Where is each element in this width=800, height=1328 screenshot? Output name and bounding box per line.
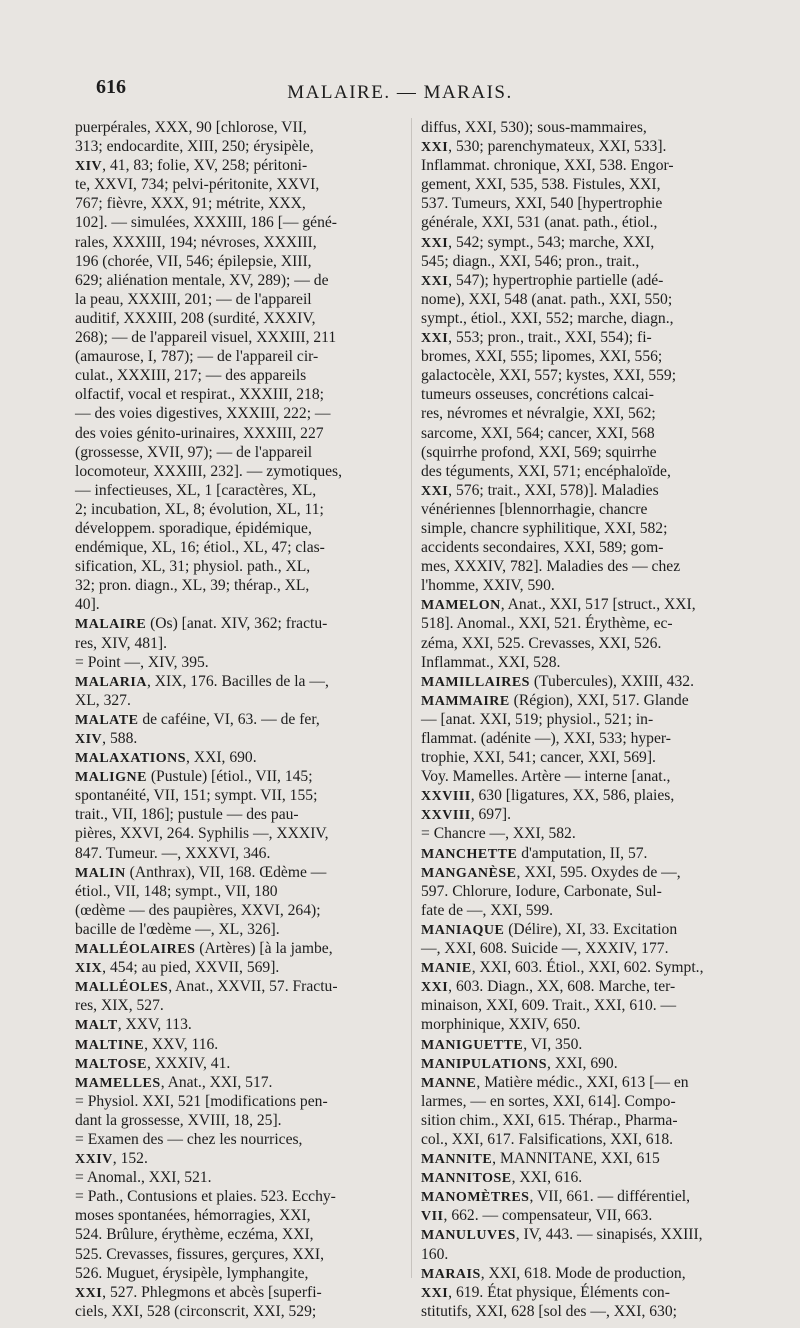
index-line: galactocèle, XXI, 557; kystes, XXI, 559; <box>421 367 677 385</box>
entry-heading: MALAXATIONS <box>75 751 187 767</box>
index-line: trophie, XXI, 541; cancer, XXI, 569]. <box>421 749 656 767</box>
entry-heading: XXI <box>421 1285 449 1301</box>
index-line: olfactif, vocal et respirat., XXXIII, 218; <box>75 386 324 404</box>
index-line: MALLÉOLES, Anat., XXVII, 57. Fractu- <box>75 978 338 996</box>
index-line: (amaurose, I, 787); — de l'appareil cir- <box>75 348 319 366</box>
index-line: = Chancre —, XXI, 582. <box>421 825 576 843</box>
index-line: 160. <box>421 1245 449 1263</box>
index-line: XIV, 41, 83; folie, XV, 258; péritoni- <box>75 157 308 175</box>
index-line: MALARIA, XIX, 176. Bacilles de la —, <box>75 672 329 690</box>
index-line: MARAIS, XXI, 618. Mode de production, <box>421 1264 686 1282</box>
index-line: nome), XXI, 548 (anat. path., XXI, 550; <box>421 290 673 308</box>
index-line: (squirrhe profond, XXI, 569; squirrhe <box>421 443 657 461</box>
index-line: = Examen des — chez les nourrices, <box>75 1130 303 1148</box>
entry-heading: XXI <box>75 1285 103 1301</box>
index-line: Inflammat. chronique, XXI, 538. Engor- <box>421 157 674 175</box>
index-line: des téguments, XXI, 571; encéphaloïde, <box>421 462 671 480</box>
index-line: accidents secondaires, XXI, 589; gom- <box>421 539 664 557</box>
entry-heading: MALATE <box>75 712 139 728</box>
index-line: XXI, 576; trait., XXI, 578)]. Maladies <box>421 481 659 499</box>
index-line: XXI, 527. Phlegmons et abcès [superfi- <box>75 1283 322 1301</box>
index-line: sympt., étiol., XXI, 552; marche, diagn., <box>421 309 674 327</box>
index-line: = Anomal., XXI, 521. <box>75 1169 212 1187</box>
index-line: te, XXVI, 734; pelvi-péritonite, XXVI, <box>75 176 320 194</box>
entry-heading: MAMELON <box>421 598 501 614</box>
entry-heading: MANIAQUE <box>421 922 505 938</box>
index-line: 767; fièvre, XXX, 91; métrite, XXX, <box>75 195 306 213</box>
entry-heading: XXIV <box>75 1152 113 1168</box>
index-line: MANIPULATIONS, XXI, 690. <box>421 1054 618 1072</box>
entry-heading: XIX <box>75 961 103 977</box>
index-line: XL, 327. <box>75 691 131 709</box>
index-line: rales, XXXIII, 194; névroses, XXXIII, <box>75 233 317 251</box>
entry-heading: MALIGNE <box>75 770 147 786</box>
index-line: MANIGUETTE, VI, 350. <box>421 1035 583 1053</box>
index-line: MANNE, Matière médic., XXI, 613 [— en <box>421 1073 689 1091</box>
index-line: sition chim., XXI, 615. Thérap., Pharma- <box>421 1111 678 1129</box>
left-column <box>75 118 425 1321</box>
index-line: XXI, 530; parenchymateux, XXI, 533]. <box>421 138 667 156</box>
entry-heading: XIV <box>75 732 103 747</box>
index-line: 847. Tumeur. —, XXXVI, 346. <box>75 844 271 862</box>
index-line: 268); — de l'appareil visuel, XXXIII, 211 <box>75 329 337 347</box>
entry-heading: XXVIII <box>421 808 471 824</box>
column-divider <box>411 118 412 1278</box>
index-line: MALIGNE (Pustule) [étiol., VII, 145; <box>75 768 313 786</box>
index-line: XXI, 619. État physique, Éléments con- <box>421 1283 670 1301</box>
running-head: MALAIRE. — MARAIS. <box>287 82 513 103</box>
entry-heading: MAMILLAIRES <box>421 674 530 690</box>
index-line: MALATE de caféine, VI, 63. — de fer, <box>75 710 320 728</box>
entry-heading: MALT <box>75 1018 118 1034</box>
index-line: MAMMAIRE (Région), XXI, 517. Glande <box>421 691 689 709</box>
index-line: 196 (chorée, VII, 546; épilepsie, XIII, <box>75 252 312 270</box>
entry-heading: XXI <box>421 273 449 289</box>
index-line: MALAIRE (Os) [anat. XIV, 362; fractu- <box>75 615 328 633</box>
index-line: stitutifs, XXI, 628 [sol des —, XXI, 630; <box>421 1302 677 1320</box>
index-line: —, XXI, 608. Suicide —, XXXIV, 177. <box>421 940 669 958</box>
entry-heading: MALAIRE <box>75 617 147 633</box>
entry-heading: XXI <box>421 483 449 499</box>
index-line: res, XIV, 481]. <box>75 634 167 652</box>
index-line: — [anat. XXI, 519; physiol., 521; in- <box>421 710 654 728</box>
entry-heading: MAMELLES <box>75 1075 161 1091</box>
index-line: la peau, XXXIII, 201; — de l'appareil <box>75 290 312 308</box>
index-line: sification, XL, 31; physiol. path., XL, <box>75 558 311 576</box>
index-line: l'homme, XXIV, 590. <box>421 577 555 595</box>
index-line: vénériennes [blennorrhagie, chancre <box>421 500 648 518</box>
index-line: 525. Crevasses, fissures, gerçures, XXI, <box>75 1245 325 1263</box>
index-line: diffus, XXI, 530); sous-mammaires, <box>421 119 647 136</box>
entry-heading: MALTINE <box>75 1037 145 1053</box>
entry-heading: XIV <box>75 159 103 175</box>
entry-heading: XXI <box>421 980 449 996</box>
index-line: MANGANÈSE, XXI, 595. Oxydes de —, <box>421 863 681 881</box>
index-line: res, XIX, 527. <box>75 997 164 1015</box>
index-line: — des voies digestives, XXXIII, 222; — <box>75 405 331 423</box>
page-number: 616 <box>96 76 126 98</box>
index-line: flammat. (adénite —), XXI, 533; hyper- <box>421 730 671 747</box>
index-line: MALT, XXV, 113. <box>75 1016 192 1034</box>
index-line: MALTOSE, XXXIV, 41. <box>75 1054 231 1072</box>
index-line: 537. Tumeurs, XXI, 540 [hypertrophie <box>421 195 663 213</box>
index-line: MANULUVES, IV, 443. — sinapisés, XXIII, <box>421 1226 703 1244</box>
entry-heading: XXI <box>421 140 449 156</box>
index-line: 597. Chlorure, Iodure, Carbonate, Sul- <box>421 882 662 900</box>
index-line: dant la grossesse, XVIII, 18, 25]. <box>75 1111 282 1129</box>
index-line: larmes, — en sortes, XXI, 614]. Compo- <box>421 1092 676 1110</box>
index-line: fate de —, XXI, 599. <box>421 901 554 919</box>
entry-heading: MALLÉOLAIRES <box>75 942 196 958</box>
index-line: spontanéité, VII, 151; sympt. VII, 155; <box>75 787 318 805</box>
entry-heading: MANNE <box>421 1075 477 1091</box>
index-line: 545; diagn., XXI, 546; pron., trait., <box>421 252 640 270</box>
index-line: des voies génito-urinaires, XXXIII, 227 <box>75 424 324 442</box>
entry-heading: XXI <box>421 331 449 347</box>
entry-heading: MANCHETTE <box>421 846 518 862</box>
index-line: XXIV, 152. <box>75 1150 148 1168</box>
index-line: 102]. — simulées, XXXIII, 186 [— géné- <box>75 214 338 232</box>
entry-heading: VII <box>421 1209 444 1225</box>
entry-heading: MANGANÈSE <box>421 865 517 881</box>
index-line: MANNITOSE, XXI, 616. <box>421 1169 583 1187</box>
index-line: MAMILLAIRES (Tubercules), XXIII, 432. <box>421 672 694 690</box>
index-line: sarcome, XXI, 564; cancer, XXI, 568 <box>421 424 655 442</box>
index-line: 526. Muguet, érysipèle, lymphangite, <box>75 1264 309 1282</box>
index-line: (œdème — des paupières, XXVI, 264); <box>75 901 321 919</box>
index-line: (grossesse, XVII, 97); — de l'appareil <box>75 443 313 461</box>
index-line: Voy. Mamelles. Artère — interne [anat., <box>421 768 671 786</box>
index-line: 313; endocardite, XIII, 250; érysipèle, <box>75 138 314 156</box>
index-line: trait., VII, 186]; pustule — des pau- <box>75 806 299 824</box>
index-line: puerpérales, XXX, 90 [chlorose, VII, <box>75 119 307 136</box>
entry-heading: XXVIII <box>421 789 471 805</box>
index-line: gement, XXI, 535, 538. Fistules, XXI, <box>421 176 661 194</box>
index-line: ciels, XXI, 528 (circonscrit, XXI, 529; <box>75 1302 317 1320</box>
index-line: = Physiol. XXI, 521 [modifications pen- <box>75 1092 328 1110</box>
entry-heading: XXI <box>421 235 449 251</box>
entry-heading: MANNITOSE <box>421 1171 512 1187</box>
index-line: 32; pron. diagn., XL, 39; thérap., XL, <box>75 577 310 595</box>
index-line: 518]. Anomal., XXI, 521. Érythème, ec- <box>421 615 673 633</box>
index-line: MALIN (Anthrax), VII, 168. Œdème — <box>75 863 327 881</box>
entry-heading: MANULUVES <box>421 1228 516 1244</box>
entry-heading: MARAIS <box>421 1266 481 1282</box>
index-line: MANIAQUE (Délire), XI, 33. Excitation <box>421 920 678 938</box>
index-line: XXI, 547); hypertrophie partielle (adé- <box>421 271 664 289</box>
index-line: MALLÉOLAIRES (Artères) [à la jambe, <box>75 940 333 958</box>
index-line: MANOMÈTRES, VII, 661. — différentiel, <box>421 1188 690 1206</box>
index-line: bacille de l'œdème —, XL, 326]. <box>75 920 280 938</box>
index-line: Inflammat., XXI, 528. <box>421 653 561 671</box>
index-line: mes, XXXIV, 782]. Maladies des — chez <box>421 558 681 576</box>
index-line: pières, XXVI, 264. Syphilis —, XXXIV, <box>75 825 329 843</box>
entry-heading: MAMMAIRE <box>421 693 510 709</box>
index-line: MALAXATIONS, XXI, 690. <box>75 749 257 767</box>
entry-heading: MANIGUETTE <box>421 1037 524 1053</box>
entry-heading: MANNITE <box>421 1152 493 1168</box>
index-line: XXVIII, 697]. <box>421 806 511 824</box>
index-line: MAMELON, Anat., XXI, 517 [struct., XXI, <box>421 596 696 614</box>
index-line: XXI, 553; pron., trait., XXI, 554); fi- <box>421 329 652 347</box>
index-line: 524. Brûlure, érythème, eczéma, XXI, <box>75 1226 314 1244</box>
index-line: bromes, XXI, 555; lipomes, XXI, 556; <box>421 348 663 366</box>
index-line: MANIE, XXI, 603. Étiol., XXI, 602. Sympt., <box>421 959 704 977</box>
index-line: XIX, 454; au pied, XXVII, 569]. <box>75 959 280 977</box>
index-line: endémique, XL, 16; étiol., XL, 47; clas- <box>75 539 325 557</box>
index-line: simple, chancre syphilitique, XXI, 582; <box>421 519 668 537</box>
entry-heading: MANIE <box>421 961 472 977</box>
index-line: générale, XXI, 531 (anat. path., étiol., <box>421 214 658 232</box>
index-line: XXI, 603. Diagn., XX, 608. Marche, ter- <box>421 978 676 996</box>
index-line: = Point —, XIV, 395. <box>75 653 209 671</box>
index-line: 2; incubation, XL, 8; évolution, XL, 11; <box>75 500 324 518</box>
index-line: MALTINE, XXV, 116. <box>75 1035 219 1053</box>
index-line: XIV, 588. <box>75 730 138 747</box>
index-line: = Path., Contusions et plaies. 523. Ecchy- <box>75 1188 336 1206</box>
index-line: VII, 662. — compensateur, VII, 663. <box>421 1207 653 1225</box>
entry-heading: MANIPULATIONS <box>421 1056 548 1072</box>
index-line: col., XXI, 617. Falsifications, XXI, 618. <box>421 1130 674 1148</box>
index-line: MAMELLES, Anat., XXI, 517. <box>75 1073 273 1091</box>
index-line: 40]. <box>75 596 100 614</box>
entry-heading: MANOMÈTRES <box>421 1190 530 1206</box>
index-line: étiol., VII, 148; sympt., VII, 180 <box>75 882 278 900</box>
right-column <box>421 118 771 1321</box>
index-line: 629; aliénation mentale, XV, 289); — de <box>75 271 329 289</box>
index-line: moses spontanées, hémorragies, XXI, <box>75 1207 311 1225</box>
entry-heading: MALARIA <box>75 674 147 690</box>
index-line: culat., XXXIII, 217; — des appareils <box>75 367 307 385</box>
index-line: développem. sporadique, épidémique, <box>75 519 312 537</box>
index-line: XXVIII, 630 [ligatures, XX, 586, plaies, <box>421 787 675 805</box>
entry-heading: MALTOSE <box>75 1056 147 1072</box>
entry-heading: MALLÉOLES <box>75 980 169 996</box>
index-line: — infectieuses, XL, 1 [caractères, XL, <box>75 481 317 499</box>
index-line: morphinique, XXIV, 650. <box>421 1016 581 1034</box>
index-line: res, névromes et névralgie, XXI, 562; <box>421 405 656 423</box>
entry-heading: MALIN <box>75 865 126 881</box>
index-line: tumeurs osseuses, concrétions calcai- <box>421 386 654 404</box>
index-line: MANNITE, MANNITANE, XXI, 615 <box>421 1150 660 1168</box>
index-line: XXI, 542; sympt., 543; marche, XXI, <box>421 233 655 251</box>
index-line: zéma, XXI, 525. Crevasses, XXI, 526. <box>421 634 662 652</box>
index-line: locomoteur, XXXIII, 232]. — zymotiques, <box>75 462 343 480</box>
index-line: auditif, XXXIII, 208 (surdité, XXXIV, <box>75 309 316 327</box>
index-line: minaison, XXI, 609. Trait., XXI, 610. — <box>421 997 677 1015</box>
index-line: MANCHETTE d'amputation, II, 57. <box>421 844 648 862</box>
